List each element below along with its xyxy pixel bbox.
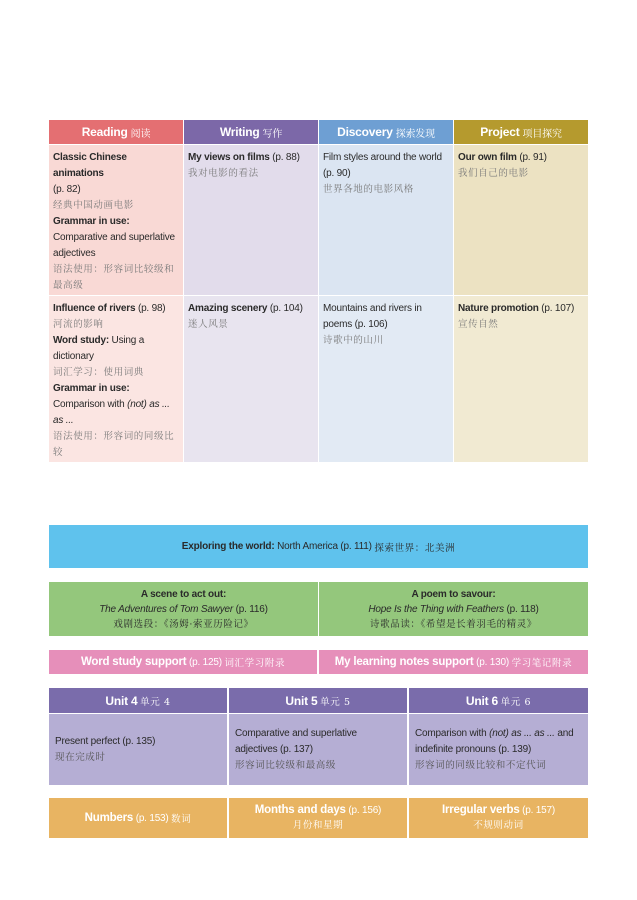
row2-writing-page: (p. 104) [269, 303, 303, 314]
header-reading-en: Reading [81, 125, 128, 139]
row1-project-cell [454, 145, 588, 295]
row1-reading-grammar-cn: 语法使用：形容词比较级和最高级 [53, 264, 175, 291]
exploring-text: North America (p. 111) [277, 541, 372, 552]
header-reading [49, 120, 183, 144]
appendix-numbers [49, 798, 227, 838]
learning-notes-support-cn: 学习笔记附录 [511, 658, 573, 669]
row1-reading-cell [49, 145, 183, 295]
word-study-support-cn: 词汇学习附录 [224, 658, 286, 669]
row1-writing-page: (p. 88) [272, 152, 300, 163]
numbers-cn: 数词 [171, 814, 192, 825]
scene-label: A scene to act out: [140, 588, 227, 600]
header-writing-cn: 写作 [262, 128, 283, 140]
literature-band [49, 582, 588, 636]
learning-notes-support-label: My learning notes support [334, 656, 474, 668]
exploring-label: Exploring the world: [181, 541, 275, 552]
header-project [454, 120, 588, 144]
row1-project-page: (p. 91) [519, 152, 547, 163]
row2-reading-cell [49, 296, 183, 462]
row1-project-title: Our own film [458, 152, 517, 163]
scene-cn: 戏剧选段：《汤姆·索亚历险记》 [113, 618, 254, 630]
unit5-header [229, 688, 407, 713]
word-study-support [49, 650, 317, 674]
scene-page: (p. 116) [235, 603, 268, 615]
header-project-en: Project [480, 125, 520, 139]
row2-reading-ws-label: Word study: [53, 335, 109, 346]
months-label: Months and days [254, 804, 346, 816]
header-discovery [319, 120, 453, 144]
irregular-page: (p. 157) [522, 805, 555, 816]
row2-reading-grammar-cn: 语法使用：形容词的同级比较 [53, 431, 175, 458]
row2-writing-cn: 迷人风景 [188, 319, 229, 330]
numbers-page: (p. 153) [135, 812, 169, 824]
row2-reading-grammar-text: Comparison with [53, 399, 125, 410]
row1-discovery-cell [319, 145, 453, 295]
row2-reading-title: Influence of rivers [53, 303, 136, 314]
header-discovery-cn: 探索发现 [395, 128, 435, 140]
exploring-cn: 探索世界：北美洲 [374, 542, 456, 554]
unit5-cn: 单元 5 [320, 696, 351, 708]
header-discovery-en: Discovery [337, 125, 393, 139]
row2-writing-title: Amazing scenery [188, 303, 268, 314]
header-writing-en: Writing [219, 125, 260, 139]
learning-notes-support-page: (p. 130) [476, 656, 510, 668]
numbers-label: Numbers [84, 812, 134, 824]
row1-discovery-cn: 世界各地的电影风格 [323, 184, 414, 195]
poem-cn: 诗歌品读：《希望是长着羽毛的精灵》 [370, 618, 537, 630]
unit4-body [49, 714, 227, 785]
months-page: (p. 156) [348, 805, 382, 816]
row2-writing-cell [184, 296, 318, 462]
appendix-irregular [409, 798, 588, 838]
row1-reading-grammar-text: Comparative and superlative adjectives [53, 232, 175, 259]
unit6-label: Unit 6 [465, 693, 499, 708]
row2-discovery-cn: 诗歌中的山川 [323, 335, 384, 346]
irregular-cn: 不规则动词 [473, 820, 524, 831]
header-project-cn: 项目探究 [522, 128, 562, 140]
unit5-label: Unit 5 [285, 693, 318, 708]
unit4-text-cn: 现在完成时 [55, 752, 106, 763]
row2-discovery-cell [319, 296, 453, 462]
unit6-body [409, 714, 588, 785]
row1-discovery-page: (p. 90) [323, 168, 351, 179]
appendix-months [229, 798, 407, 838]
row2-discovery-title: Mountains and rivers in poems [323, 303, 422, 330]
header-reading-cn: 阅读 [130, 128, 151, 140]
row2-reading-ws-text: Using a dictionary [53, 335, 145, 362]
poem-title: Hope Is the Thing with Feathers [368, 603, 504, 615]
header-writing [184, 120, 318, 144]
row2-reading-ws-cn: 词汇学习：使用词典 [53, 367, 144, 378]
learning-notes-support [319, 650, 588, 674]
scene-block [49, 582, 318, 636]
row2-reading-page: (p. 98) [137, 303, 166, 314]
poem-label: A poem to savour: [411, 588, 496, 600]
scene-title: The Adventures of Tom Sawyer [99, 603, 233, 615]
exploring-band [49, 525, 588, 568]
unit6-cn: 单元 6 [500, 696, 532, 708]
unit4-text: Present perfect (p. 135) [55, 736, 156, 747]
unit6-header [409, 688, 588, 713]
row2-project-page: (p. 107) [541, 303, 575, 314]
row1-writing-cn: 我对电影的看法 [188, 168, 259, 179]
row1-writing-title: My views on films [188, 152, 270, 163]
unit4-header [49, 688, 227, 713]
row1-reading-title-cn: 经典中国动画电影 [53, 200, 134, 211]
months-cn: 月份和星期 [292, 820, 344, 831]
row2-reading-title-cn: 河流的影响 [53, 319, 104, 330]
word-study-support-label: Word study support [80, 656, 187, 668]
row1-reading-page: (p. 82) [53, 184, 81, 195]
row2-project-cn: 宣传自然 [458, 319, 499, 330]
unit5-text: Comparative and superlative adjectives (p. 137) [235, 728, 357, 755]
unit5-text-cn: 形容词比较级和最高级 [235, 760, 337, 771]
row1-project-cn: 我们自己的电影 [458, 168, 529, 179]
unit6-text-b: and indefinite pronouns (p. 139) [415, 728, 574, 755]
unit6-text-cn: 形容词的同级比较和不定代词 [415, 760, 547, 771]
irregular-label: Irregular verbs [441, 804, 520, 816]
row1-reading-grammar-label: Grammar in use: [53, 216, 130, 227]
row1-reading-title: Classic Chinese animations [53, 152, 127, 179]
poem-page: (p. 118) [506, 603, 539, 615]
row2-reading-grammar-italic: (not) as ... as ... [53, 399, 170, 426]
unit6-text-italic: (not) as ... as ... [489, 728, 555, 739]
word-study-support-page: (p. 125) [188, 656, 222, 668]
unit5-body [229, 714, 407, 785]
row2-project-cell [454, 296, 588, 462]
row2-reading-grammar-label: Grammar in use: [53, 383, 130, 394]
row2-discovery-page: (p. 106) [354, 319, 388, 330]
unit4-label: Unit 4 [105, 693, 138, 708]
poem-block [319, 582, 588, 636]
row1-writing-cell [184, 145, 318, 295]
row2-project-title: Nature promotion [458, 303, 539, 314]
unit6-text-a: Comparison with [415, 728, 487, 739]
unit4-cn: 单元 4 [140, 696, 171, 708]
row1-discovery-title: Film styles around the world [323, 152, 442, 163]
